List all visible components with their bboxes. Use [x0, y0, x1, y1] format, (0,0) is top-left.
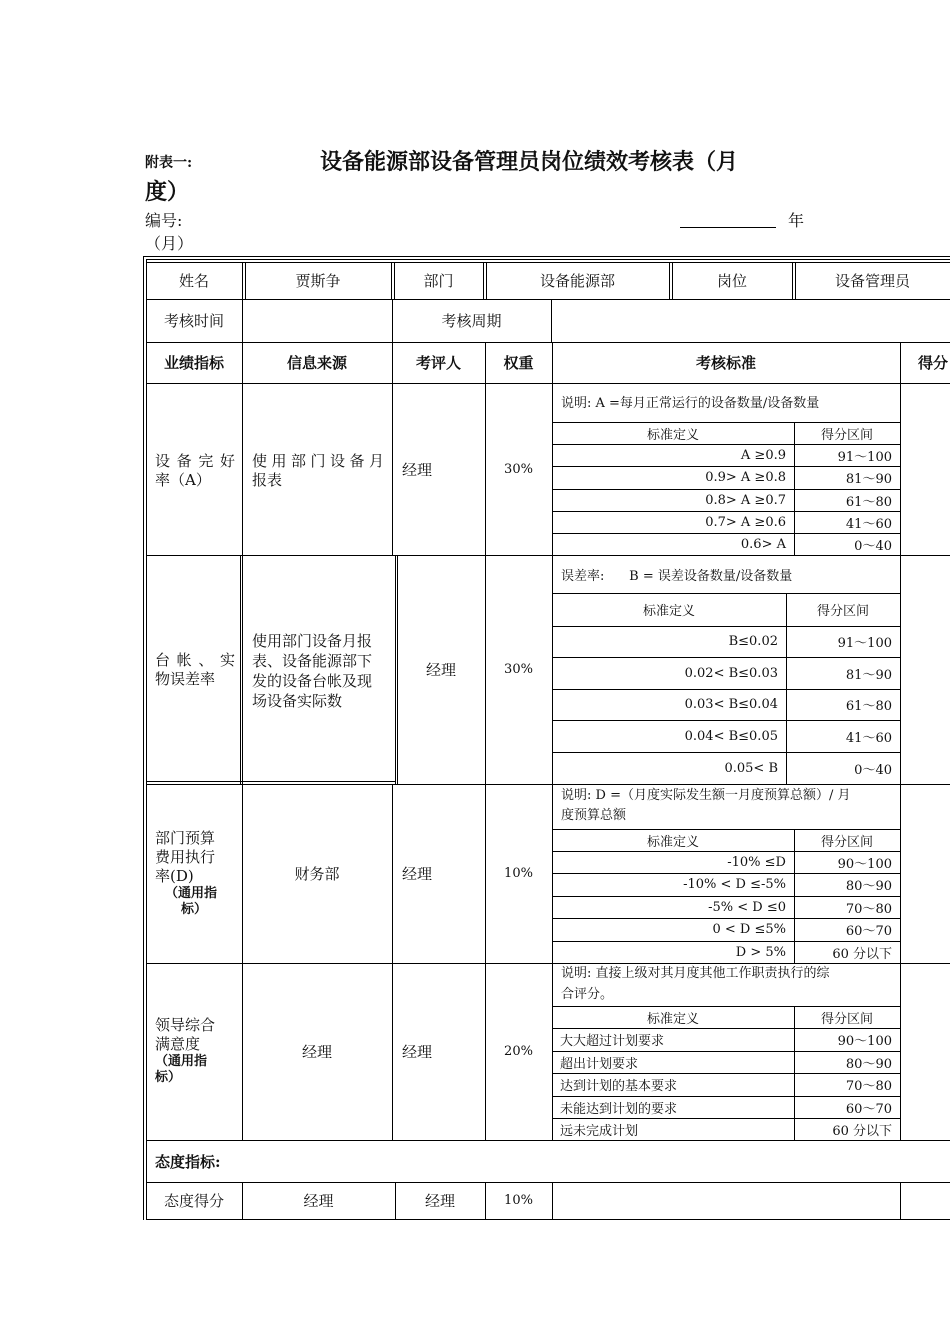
- col-header-weight: 权重: [503, 354, 534, 372]
- kpi-1-reviewer: 经理: [402, 460, 433, 479]
- kpi-4-reviewer: 经理: [402, 1043, 433, 1061]
- attachment-label: 附表一:: [145, 155, 193, 171]
- year-label: 年: [788, 211, 805, 230]
- kpi-2-def: B≤0.02: [728, 634, 778, 649]
- kpi-2-def-header: 标准定义: [642, 604, 695, 619]
- kpi-2-range: 41～60: [845, 730, 892, 746]
- kpi-3-weight: 10%: [504, 866, 533, 881]
- dept-label: 部门: [423, 272, 454, 290]
- kpi-3-range: 60～70: [845, 924, 892, 939]
- kpi-4-range: 60 分以下: [832, 1123, 892, 1139]
- kpi-4-range: 80～90: [845, 1056, 892, 1072]
- kpi-2-def: 0.03< B≤0.04: [684, 697, 778, 712]
- kpi-1-source: 使用部门设备月 报表: [252, 452, 384, 489]
- kpi-2-range: 81～90: [845, 667, 892, 683]
- col-header-source: 信息来源: [286, 354, 347, 372]
- kpi-2-range: 0～40: [854, 762, 892, 778]
- kpi-4-def: 未能达到计划的要求: [560, 1101, 678, 1117]
- kpi-1-range: 41～60: [845, 516, 892, 532]
- kpi-2-range: 61～80: [845, 699, 892, 714]
- kpi-3-note: 说明: D =（月度实际发生额一月度预算总额）/ 月 度预算总额: [561, 788, 851, 823]
- kpi-3-name: 部门预算 费用执行 率(D) （通用指 标）: [155, 829, 218, 917]
- kpi-1-def: 0.7> A ≥0.6: [705, 514, 786, 530]
- year-blank: [680, 227, 776, 228]
- kpi-1-def: A ≥0.9: [740, 447, 786, 463]
- kpi-2-range: 91～100: [837, 636, 892, 651]
- month-label: （月）: [145, 234, 194, 253]
- col-header-score: 得分: [918, 354, 949, 372]
- kpi-4-weight: 20%: [504, 1044, 533, 1059]
- kpi-3-def: -10% ≤D: [727, 854, 786, 870]
- kpi-4-name: 领导综合 满意度 （通用指 标）: [155, 1016, 216, 1085]
- col-header-reviewer: 考评人: [415, 354, 461, 372]
- kpi-2-def: 0.04< B≤0.05: [684, 728, 778, 744]
- kpi-1-def: 0.9> A ≥0.8: [705, 470, 786, 485]
- kpi-3-def: D > 5%: [735, 944, 786, 960]
- kpi-4-note: 说明: 直接上级对其月度其他工作职责执行的综 合评分。: [561, 966, 830, 1002]
- kpi-3-def: -10% < D ≤-5%: [683, 877, 786, 892]
- kpi-4-def: 超出计划要求: [560, 1056, 639, 1072]
- kpi-4-def: 大大超过计划要求: [560, 1034, 665, 1049]
- attitude-reviewer: 经理: [424, 1192, 455, 1210]
- attitude-name: 态度得分: [163, 1192, 224, 1210]
- kpi-4-def: 达到计划的基本要求: [560, 1079, 678, 1094]
- kpi-2-range-header: 得分区间: [816, 604, 869, 619]
- kpi-2-reviewer: 经理: [425, 661, 456, 679]
- post-label: 岗位: [716, 272, 747, 290]
- kpi-1-name: 设 备 完 好 率（A）: [155, 452, 235, 489]
- kpi-1-range: 91～100: [837, 449, 892, 465]
- kpi-1-range: 81～90: [845, 472, 892, 487]
- kpi-2-def: 0.05< B: [724, 760, 778, 776]
- number-label: 编号:: [145, 211, 183, 230]
- kpi-1-range-header: 得分区间: [820, 427, 873, 443]
- kpi-4-range: 90～100: [837, 1034, 892, 1049]
- period-label: 考核周期: [441, 312, 502, 330]
- kpi-2-note: 误差率: B = 误差设备数量/设备数量: [561, 568, 793, 584]
- page-title-continued: 度）: [145, 179, 190, 205]
- kpi-4-def: 远未完成计划: [560, 1123, 639, 1139]
- col-header-standard: 考核标准: [695, 354, 756, 372]
- kpi-3-def: 0 < D ≤5%: [712, 922, 786, 937]
- kpi-3-range: 60 分以下: [832, 946, 892, 962]
- attitude-source: 经理: [303, 1192, 334, 1210]
- name-value: 贾斯争: [295, 272, 341, 290]
- attitude-weight: 10%: [504, 1193, 533, 1208]
- kpi-1-range: 0～40: [854, 538, 892, 554]
- post-value: 设备管理员: [834, 272, 910, 290]
- kpi-3-def-header: 标准定义: [646, 834, 699, 850]
- col-header-kpi: 业绩指标: [163, 354, 224, 372]
- kpi-1-def: 0.6> A: [740, 536, 786, 552]
- kpi-2-source: 使用部门设备月报 表、设备能源部下 发的设备台帐及现 场设备实际数: [252, 632, 373, 710]
- kpi-3-range: 70～80: [845, 901, 892, 917]
- kpi-1-def: 0.8> A ≥0.7: [705, 492, 786, 508]
- kpi-2-weight: 30%: [504, 662, 533, 677]
- kpi-4-range: 70～80: [845, 1079, 892, 1094]
- kpi-2-name: 台 帐 、 实 物误差率: [155, 651, 235, 688]
- dept-value: 设备能源部: [539, 272, 615, 290]
- kpi-3-def: -5% < D ≤0: [708, 899, 786, 915]
- kpi-1-range: 61～80: [845, 494, 892, 510]
- kpi-3-range-header: 得分区间: [820, 834, 873, 850]
- name-label: 姓名: [178, 272, 209, 290]
- kpi-4-def-header: 标准定义: [646, 1011, 699, 1027]
- kpi-4-source: 经理: [301, 1043, 332, 1061]
- kpi-1-weight: 30%: [504, 461, 533, 477]
- page-title: 设备能源部设备管理员岗位绩效考核表（月: [320, 149, 739, 175]
- kpi-1-note: 说明: A =每月正常运行的设备数量/设备数量: [561, 395, 820, 411]
- kpi-3-range: 90～100: [837, 856, 892, 872]
- kpi-4-range: 60～70: [845, 1101, 892, 1117]
- kpi-3-range: 80～90: [845, 879, 892, 894]
- time-label: 考核时间: [163, 312, 224, 330]
- kpi-2-def: 0.02< B≤0.03: [684, 665, 778, 681]
- kpi-3-source: 财务部: [294, 865, 340, 883]
- kpi-3-reviewer: 经理: [402, 865, 433, 883]
- kpi-4-range-header: 得分区间: [820, 1011, 873, 1027]
- attitude-section-label: 态度指标:: [155, 1152, 221, 1171]
- kpi-1-def-header: 标准定义: [646, 427, 699, 443]
